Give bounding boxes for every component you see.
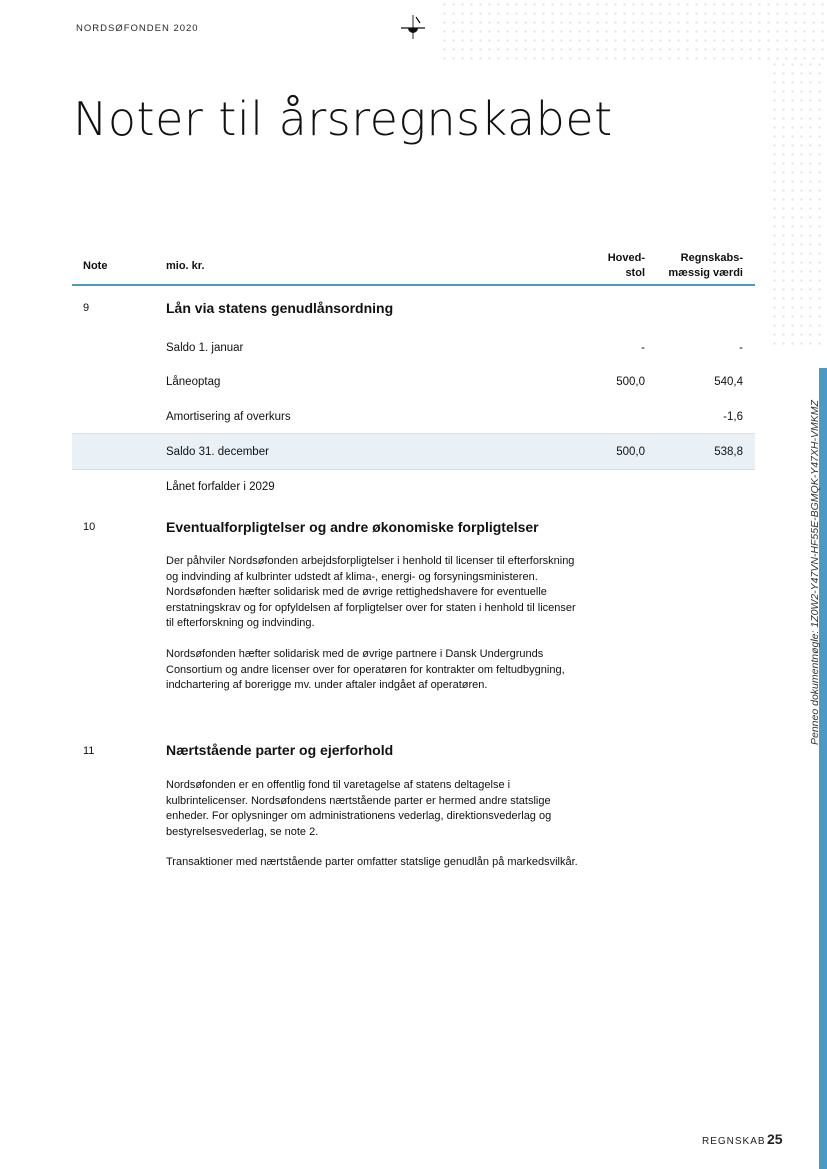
- row-value-principal-total: 500,0: [616, 446, 645, 458]
- loan-maturity-note: Lånet forfalder i 2029: [166, 481, 275, 493]
- footer-section-label: REGNSKAB: [702, 1136, 766, 1147]
- column-header-unit: mio. kr.: [166, 260, 205, 272]
- row-value-book: -: [739, 342, 743, 354]
- section-title-10: Eventualforpligtelser og andre økonomiske forpligtelser: [166, 519, 539, 535]
- row-value-book-total: 538,8: [714, 446, 743, 458]
- document-key-stamp: Penneo dokumentnøgle: 1Z0W2-Y47VN-HF55E-BGMQK-Y47XH-VMKMZ: [809, 400, 821, 745]
- section-10-paragraph: Nordsøfonden hæfter solidarisk med de øvrige partnere i Dansk Undergrunds Consortium og andre licenser over for operatøren for kontrakter om feltudbygning, indchartering af borerigge mv. under aftaler indgået af operatøren.: [166, 648, 565, 692]
- column-header-note: Note: [83, 260, 108, 272]
- dot-pattern: [440, 0, 827, 60]
- section-11-paragraph: Transaktioner med nærtstående parter omfatter statslige genudlån på markedsvilkår.: [166, 856, 578, 868]
- column-header-book-value-line2: mæssig værdi: [668, 267, 743, 279]
- row-label: Låneoptag: [166, 376, 221, 388]
- section-11-paragraph: Nordsøfonden er en offentlig fond til varetagelse af statens deltagelse i kulbrintelicenser. Nordsøfondens nærtstående parter er hermed andre statslige enheder. For oplysninger om administrationens vederlag, direktionsvederlag og bestyrelsesvederlag, se note 2.: [166, 779, 552, 838]
- note-number-10: 10: [83, 521, 96, 533]
- column-header-principal-line2: stol: [625, 267, 645, 279]
- row-label: Saldo 1. januar: [166, 342, 244, 354]
- row-label: Amortisering af overkurs: [166, 411, 291, 423]
- row-value-book: 540,4: [714, 376, 743, 388]
- note-number-9: 9: [83, 302, 90, 314]
- row-label-total: Saldo 31. december: [166, 446, 269, 458]
- section-title-9: Lån via statens genudlånsordning: [166, 300, 394, 316]
- column-header-principal: [608, 251, 645, 281]
- column-header-book-value: [668, 251, 743, 281]
- column-header-book-value-line1: Regnskabs-: [680, 252, 743, 264]
- dot-pattern-side: [770, 60, 827, 350]
- page-title: Noter til årsregnskabet: [73, 92, 613, 146]
- row-value-book: -1,6: [723, 411, 743, 423]
- header-rule: [72, 284, 755, 286]
- page-number: 25: [767, 1131, 783, 1147]
- column-header-principal-line1: Hoved-: [607, 252, 645, 264]
- header-title: NORDSØFONDEN 2020: [76, 23, 199, 34]
- section-10-paragraph: Der påhviler Nordsøfonden arbejdsforpligtelser i henhold til licenser til efterforskning og indvinding af kulbrinter udstedt af klima-, energi- og forsyningsministeren. Nordsøfonden hæfter solidarisk med de øvrige rettighedshavere for eventuelle erstatningskrav og for opfyldelsen af forpligtelser over for staten i henhold til licenser til efterforskning og indvinding.: [166, 555, 576, 630]
- row-value-principal: -: [641, 342, 645, 354]
- section-title-11: Nærtstående parter og ejerforhold: [166, 742, 394, 758]
- compass-logo-icon: [400, 14, 426, 40]
- row-value-principal: 500,0: [616, 376, 645, 388]
- note-number-11: 11: [83, 745, 95, 757]
